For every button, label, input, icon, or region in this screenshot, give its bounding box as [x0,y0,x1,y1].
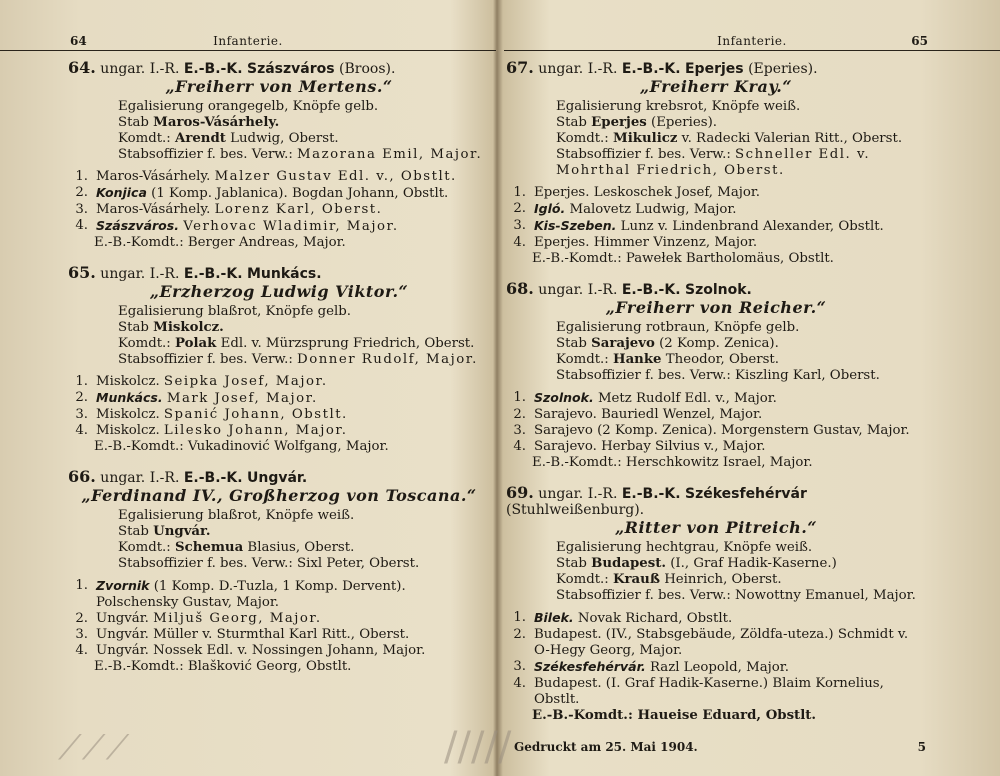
garrison-name: Ungvár. [246,470,308,486]
battalion-number: 2. [75,390,88,405]
battalion-item [506,390,926,407]
battalion-number: 4. [513,439,526,454]
stab-line [68,320,490,336]
battalion-commander: Verhovac Wladimir, Major. [183,219,399,234]
honor-name: „Erzherzog Ludwig Viktor.“ [149,282,409,301]
right-page [444,0,1000,776]
pencil-mark: ///// [444,724,512,770]
battalion-number: 3. [75,627,88,642]
battalion-list [68,374,490,439]
commander-line [506,131,926,147]
stab-label: Stab [556,115,587,130]
garrison-alt: (Stuhlweißenburg). [506,502,645,518]
garrison-name: Székesfehérvár [684,486,807,502]
battalion-item [68,407,490,423]
battalion-commander: (1 Komp. Jablanica). Bogdan Johann, Obstlt. [151,186,449,201]
battalion-number: 4. [513,235,526,250]
regiment-prefix: ungar. I.-R. [538,486,618,502]
left-page [0,0,496,776]
regiment-number: 68. [506,279,534,298]
stab-label: Stab [118,320,149,335]
battalion-commander: Nossek Edl. v. Nossingen Johann, Major. [153,643,426,658]
battalion-list [506,185,926,251]
battalion-commander: Lilesko Johann, Major. [163,423,348,438]
battalion-item [506,627,926,659]
battalion-place: Ungvár. [96,611,149,626]
signature-mark: 5 [917,740,926,754]
facings: Egalisierung hechtgrau, Knöpfe weiß. [556,540,813,555]
battalion-commander: Novak Richard, Obstlt. [577,611,733,626]
running-title: Infanterie. [717,34,787,48]
battalion-place: Maros-Vásárhely. [96,169,211,184]
battalion-item [506,676,926,708]
battalion-list [68,169,490,235]
regiment-prefix: ungar. I.-R. [100,266,180,282]
commander-rest: Theodor, Oberst. [665,352,779,367]
facings: Egalisierung rotbraun, Knöpfe gelb. [556,320,800,335]
corps-label: E.-B.-K. [621,486,681,502]
battalion-number: 3. [513,423,526,438]
regiment-heading [68,469,490,486]
battalion-place: Ungvár. [96,627,149,642]
battalion-commander: (2 Komp. Zenica). Morgenstern Gustav, Major. [597,423,910,438]
battalion-item [68,578,490,611]
staff-officer-label: Stabsoffizier f. bes. Verw.: [118,352,293,367]
facings: Egalisierung blaßrot, Knöpfe gelb. [118,304,351,319]
stab-location: Miskolcz. [153,320,224,335]
ebk-commander: E.-B.-Komdt.: Haueise Eduard, Obstlt. [532,708,817,723]
battalion-number: 4. [75,218,88,233]
battalion-commander: (IV., Stabsgebäude, Zöldfa-uteza.) Schmidt v. O-Hegy Georg, Major. [534,627,909,658]
battalion-place: Miskolcz. [96,423,160,438]
regiment-heading [68,265,490,282]
stab-label: Stab [118,524,149,539]
battalion-number: 1. [513,185,526,200]
battalion-commander: Lorenz Karl, Oberst. [214,202,383,217]
corps-label: E.-B.-K. [183,266,243,282]
battalion-number: 1. [75,374,88,389]
battalion-place: Miskolcz. [96,374,160,389]
battalion-place: Konjica [96,185,147,200]
stab-rest: (2 Komp. Zenica). [659,336,779,351]
commander-line [68,336,490,352]
battalion-place: Budapest. [534,676,602,691]
battalion-item [506,659,926,676]
battalion-commander: Lunz v. Lindenbrand Alexander, Obstlt. [620,219,884,234]
battalion-number: 2. [513,407,526,422]
battalion-commander: Spanić Johann, Obstlt. [163,407,348,422]
commander-rest: v. Radecki Valerian Ritt., Oberst. [681,131,903,146]
regiment-heading [68,60,490,77]
battalion-commander: Mark Josef, Major. [166,391,318,406]
battalion-commander: Razl Leopold, Major. [649,660,789,675]
battalion-number: 3. [513,659,526,674]
battalion-item [68,374,490,390]
battalion-item [68,627,490,643]
battalion-place: Ungvár. [96,643,149,658]
battalion-place: Szászváros. [96,218,179,233]
running-title: Infanterie. [213,34,283,48]
battalion-commander: Metz Rudolf Edl. v., Major. [597,391,777,406]
staff-officer-label: Stabsoffizier f. bes. Verw.: [556,588,731,603]
battalion-place: Sarajevo. [534,439,597,454]
regiment-list [504,60,1000,738]
commander-name: Arendt [175,131,226,146]
commander-label: Komdt.: [556,572,609,587]
battalion-number: 3. [513,218,526,233]
staff-officer-name: Sixl Peter, Oberst. [297,556,420,571]
print-footer [514,740,926,754]
commander-label: Komdt.: [556,352,609,367]
stab-line [68,524,490,540]
commander-label: Komdt.: [118,336,171,351]
battalion-number: 3. [75,202,88,217]
battalion-number: 2. [513,201,526,216]
facings: Egalisierung blaßrot, Knöpfe weiß. [118,508,355,523]
battalion-commander: Miljuš Georg, Major. [153,611,322,626]
regiment-prefix: ungar. I.-R. [538,282,618,298]
regiment-entry [506,485,926,724]
battalion-commander: Bauriedl Wenzel, Major. [601,407,763,422]
battalion-number: 4. [75,423,88,438]
battalion-number: 1. [75,169,88,184]
battalion-commander: Malovetz Ludwig, Major. [569,202,737,217]
regiment-entry [506,281,926,471]
commander-line [68,540,490,556]
battalion-number: 4. [75,643,88,658]
commander-line [506,572,926,588]
stab-location: Maros-Vásárhely. [153,115,280,130]
honor-name: „Freiherr von Mertens.“ [165,77,393,96]
print-date: Gedruckt am 25. Mai 1904. [514,740,698,754]
battalion-item [68,390,490,407]
battalion-item [68,185,490,202]
battalion-commander: Herbay Silvius v., Major. [601,439,766,454]
regiment-heading [506,281,926,298]
battalion-item [68,218,490,235]
regiment-entry [68,60,490,251]
staff-officer-line [506,588,926,604]
battalion-item [68,611,490,627]
stab-rest: (Eperies). [651,115,718,130]
page-number: 65 [911,34,928,48]
commander-rest: Ludwig, Oberst. [230,131,339,146]
staff-officer-label: Stabsoffizier f. bes. Verw.: [118,556,293,571]
commander-name: Polak [175,336,217,351]
battalion-place: Eperjes. [534,235,590,250]
battalion-commander: Seipka Josef, Major. [163,374,328,389]
battalion-commander: Leskoschek Josef, Major. [593,185,761,200]
staff-officer-line [68,556,490,572]
battalion-number: 2. [75,185,88,200]
garrison-name: Szászváros [246,61,335,77]
commander-name: Schemua [175,540,244,555]
garrison-alt: (Eperies). [748,61,818,77]
page-number: 64 [70,34,87,48]
battalion-place: Zvornik [96,578,150,593]
regiment-number: 66. [68,467,96,486]
battalion-item [68,169,490,185]
battalion-list [506,390,926,455]
battalion-number: 4. [513,676,526,691]
battalion-place: Kis-Szeben. [534,218,617,233]
commander-line [68,131,490,147]
commander-label: Komdt.: [556,131,609,146]
regiment-number: 67. [506,58,534,77]
battalion-list [68,578,490,659]
commander-label: Komdt.: [118,540,171,555]
staff-officer-name: Kiszling Karl, Oberst. [735,368,880,383]
stab-location: Budapest. [591,556,666,571]
battalion-place: Sarajevo. [534,407,597,422]
ebk-commander: E.-B.-Komdt.: Blašković Georg, Obstlt. [94,659,352,674]
stab-line [68,115,490,131]
staff-officer-name: Donner Rudolf, Major. [297,352,478,367]
regiment-entry [506,60,926,267]
ebk-commander: E.-B.-Komdt.: Berger Andreas, Major. [94,235,346,250]
staff-officer-name: Nowottny Emanuel, Major. [735,588,916,603]
battalion-number: 3. [75,407,88,422]
stab-location: Sarajevo [591,336,655,351]
battalion-place: Székesfehérvár. [534,659,646,674]
battalion-place: Maros-Vásárhely. [96,202,211,217]
battalion-item [68,643,490,659]
staff-officer-label: Stabsoffizier f. bes. Verw.: [556,368,731,383]
regiment-entry [68,469,490,675]
battalion-commander: (I. Graf Hadik-Kaserne.) Blaim Kornelius, Obstlt. [534,676,884,707]
regiment-heading [506,485,926,518]
pencil-mark: ⟋⟋⟋ [58,728,130,768]
regiment-entry [68,265,490,455]
commander-label: Komdt.: [118,131,171,146]
battalion-item [506,610,926,627]
corps-label: E.-B.-K. [621,61,681,77]
battalion-place: Miskolcz. [96,407,160,422]
battalion-list [506,610,926,708]
battalion-number: 1. [513,610,526,625]
regiment-number: 65. [68,263,96,282]
battalion-commander: Müller v. Sturmthal Karl Ritt., Oberst. [153,627,410,642]
regiment-list [0,60,496,689]
battalion-place: Eperjes. [534,185,590,200]
commander-line [506,352,926,368]
staff-officer-line [506,147,926,179]
staff-officer-label: Stabsoffizier f. bes. Verw.: [556,147,731,162]
stab-rest: (I., Graf Hadik-Kaserne.) [670,556,837,571]
battalion-commander: Himmer Vinzenz, Major. [593,235,758,250]
honor-name: „Ferdinand IV., Großherzog von Toscana.“ [81,486,477,505]
regiment-prefix: ungar. I.-R. [100,61,180,77]
battalion-place: Bilek. [534,610,574,625]
regiment-heading [506,60,926,77]
battalion-place: Igló. [534,201,566,216]
battalion-item [506,201,926,218]
stab-location: Ungvár. [153,524,211,539]
battalion-commander: (1 Komp. D.-Tuzla, 1 Komp. Dervent). Polschensky Gustav, Major. [96,579,406,610]
battalion-item [506,407,926,423]
battalion-place: Szolnok. [534,390,594,405]
stab-line [506,336,926,352]
staff-officer-label: Stabsoffizier f. bes. Verw.: [118,147,293,162]
battalion-item [506,185,926,201]
battalion-place: Munkács. [96,390,163,405]
staff-officer-line [68,352,490,368]
commander-name: Hanke [613,352,662,367]
running-header [504,34,1000,51]
regiment-prefix: ungar. I.-R. [538,61,618,77]
garrison-name: Szolnok. [684,282,752,298]
ebk-commander: E.-B.-Komdt.: Vukadinović Wolfgang, Major. [94,439,389,454]
staff-officer-name: Schneller Edl. v. Mohrthal Friedrich, Oberst. [556,147,871,178]
corps-label: E.-B.-K. [621,282,681,298]
corps-label: E.-B.-K. [183,61,243,77]
battalion-place: Sarajevo [534,423,593,438]
battalion-commander: Malzer Gustav Edl. v., Obstlt. [214,169,457,184]
stab-line [506,115,926,131]
staff-officer-line [68,147,490,163]
battalion-place: Budapest. [534,627,602,642]
commander-rest: Blasius, Oberst. [247,540,355,555]
staff-officer-line [506,368,926,384]
garrison-alt: (Broos). [339,61,396,77]
battalion-number: 2. [75,611,88,626]
facings: Egalisierung orangegelb, Knöpfe gelb. [118,99,379,114]
battalion-number: 1. [513,390,526,405]
regiment-number: 64. [68,58,96,77]
ebk-commander: E.-B.-Komdt.: Pawełek Bartholomäus, Obstlt. [532,251,834,266]
honor-name: „Freiherr von Reicher.“ [605,298,827,317]
commander-rest: Edl. v. Mürzsprung Friedrich, Oberst. [220,336,475,351]
running-header [0,34,496,51]
battalion-item [68,202,490,218]
battalion-item [506,218,926,235]
commander-name: Mikulicz [613,131,678,146]
battalion-number: 2. [513,627,526,642]
garrison-name: Eperjes [684,61,744,77]
garrison-name: Munkács. [246,266,322,282]
battalion-item [506,423,926,439]
commander-rest: Heinrich, Oberst. [664,572,782,587]
battalion-item [506,439,926,455]
stab-line [506,556,926,572]
corps-label: E.-B.-K. [183,470,243,486]
battalion-item [68,423,490,439]
facings: Egalisierung krebsrot, Knöpfe weiß. [556,99,801,114]
staff-officer-name: Mazorana Emil, Major. [297,147,483,162]
honor-name: „Freiherr Kray.“ [639,77,793,96]
battalion-item [506,235,926,251]
stab-label: Stab [118,115,149,130]
regiment-number: 69. [506,483,534,502]
stab-label: Stab [556,336,587,351]
ebk-commander: E.-B.-Komdt.: Herschkowitz Israel, Major. [532,455,813,470]
honor-name: „Ritter von Pitreich.“ [614,518,818,537]
regiment-prefix: ungar. I.-R. [100,470,180,486]
stab-location: Eperjes [591,115,647,130]
commander-name: Krauß [613,572,660,587]
stab-label: Stab [556,556,587,571]
battalion-number: 1. [75,578,88,593]
